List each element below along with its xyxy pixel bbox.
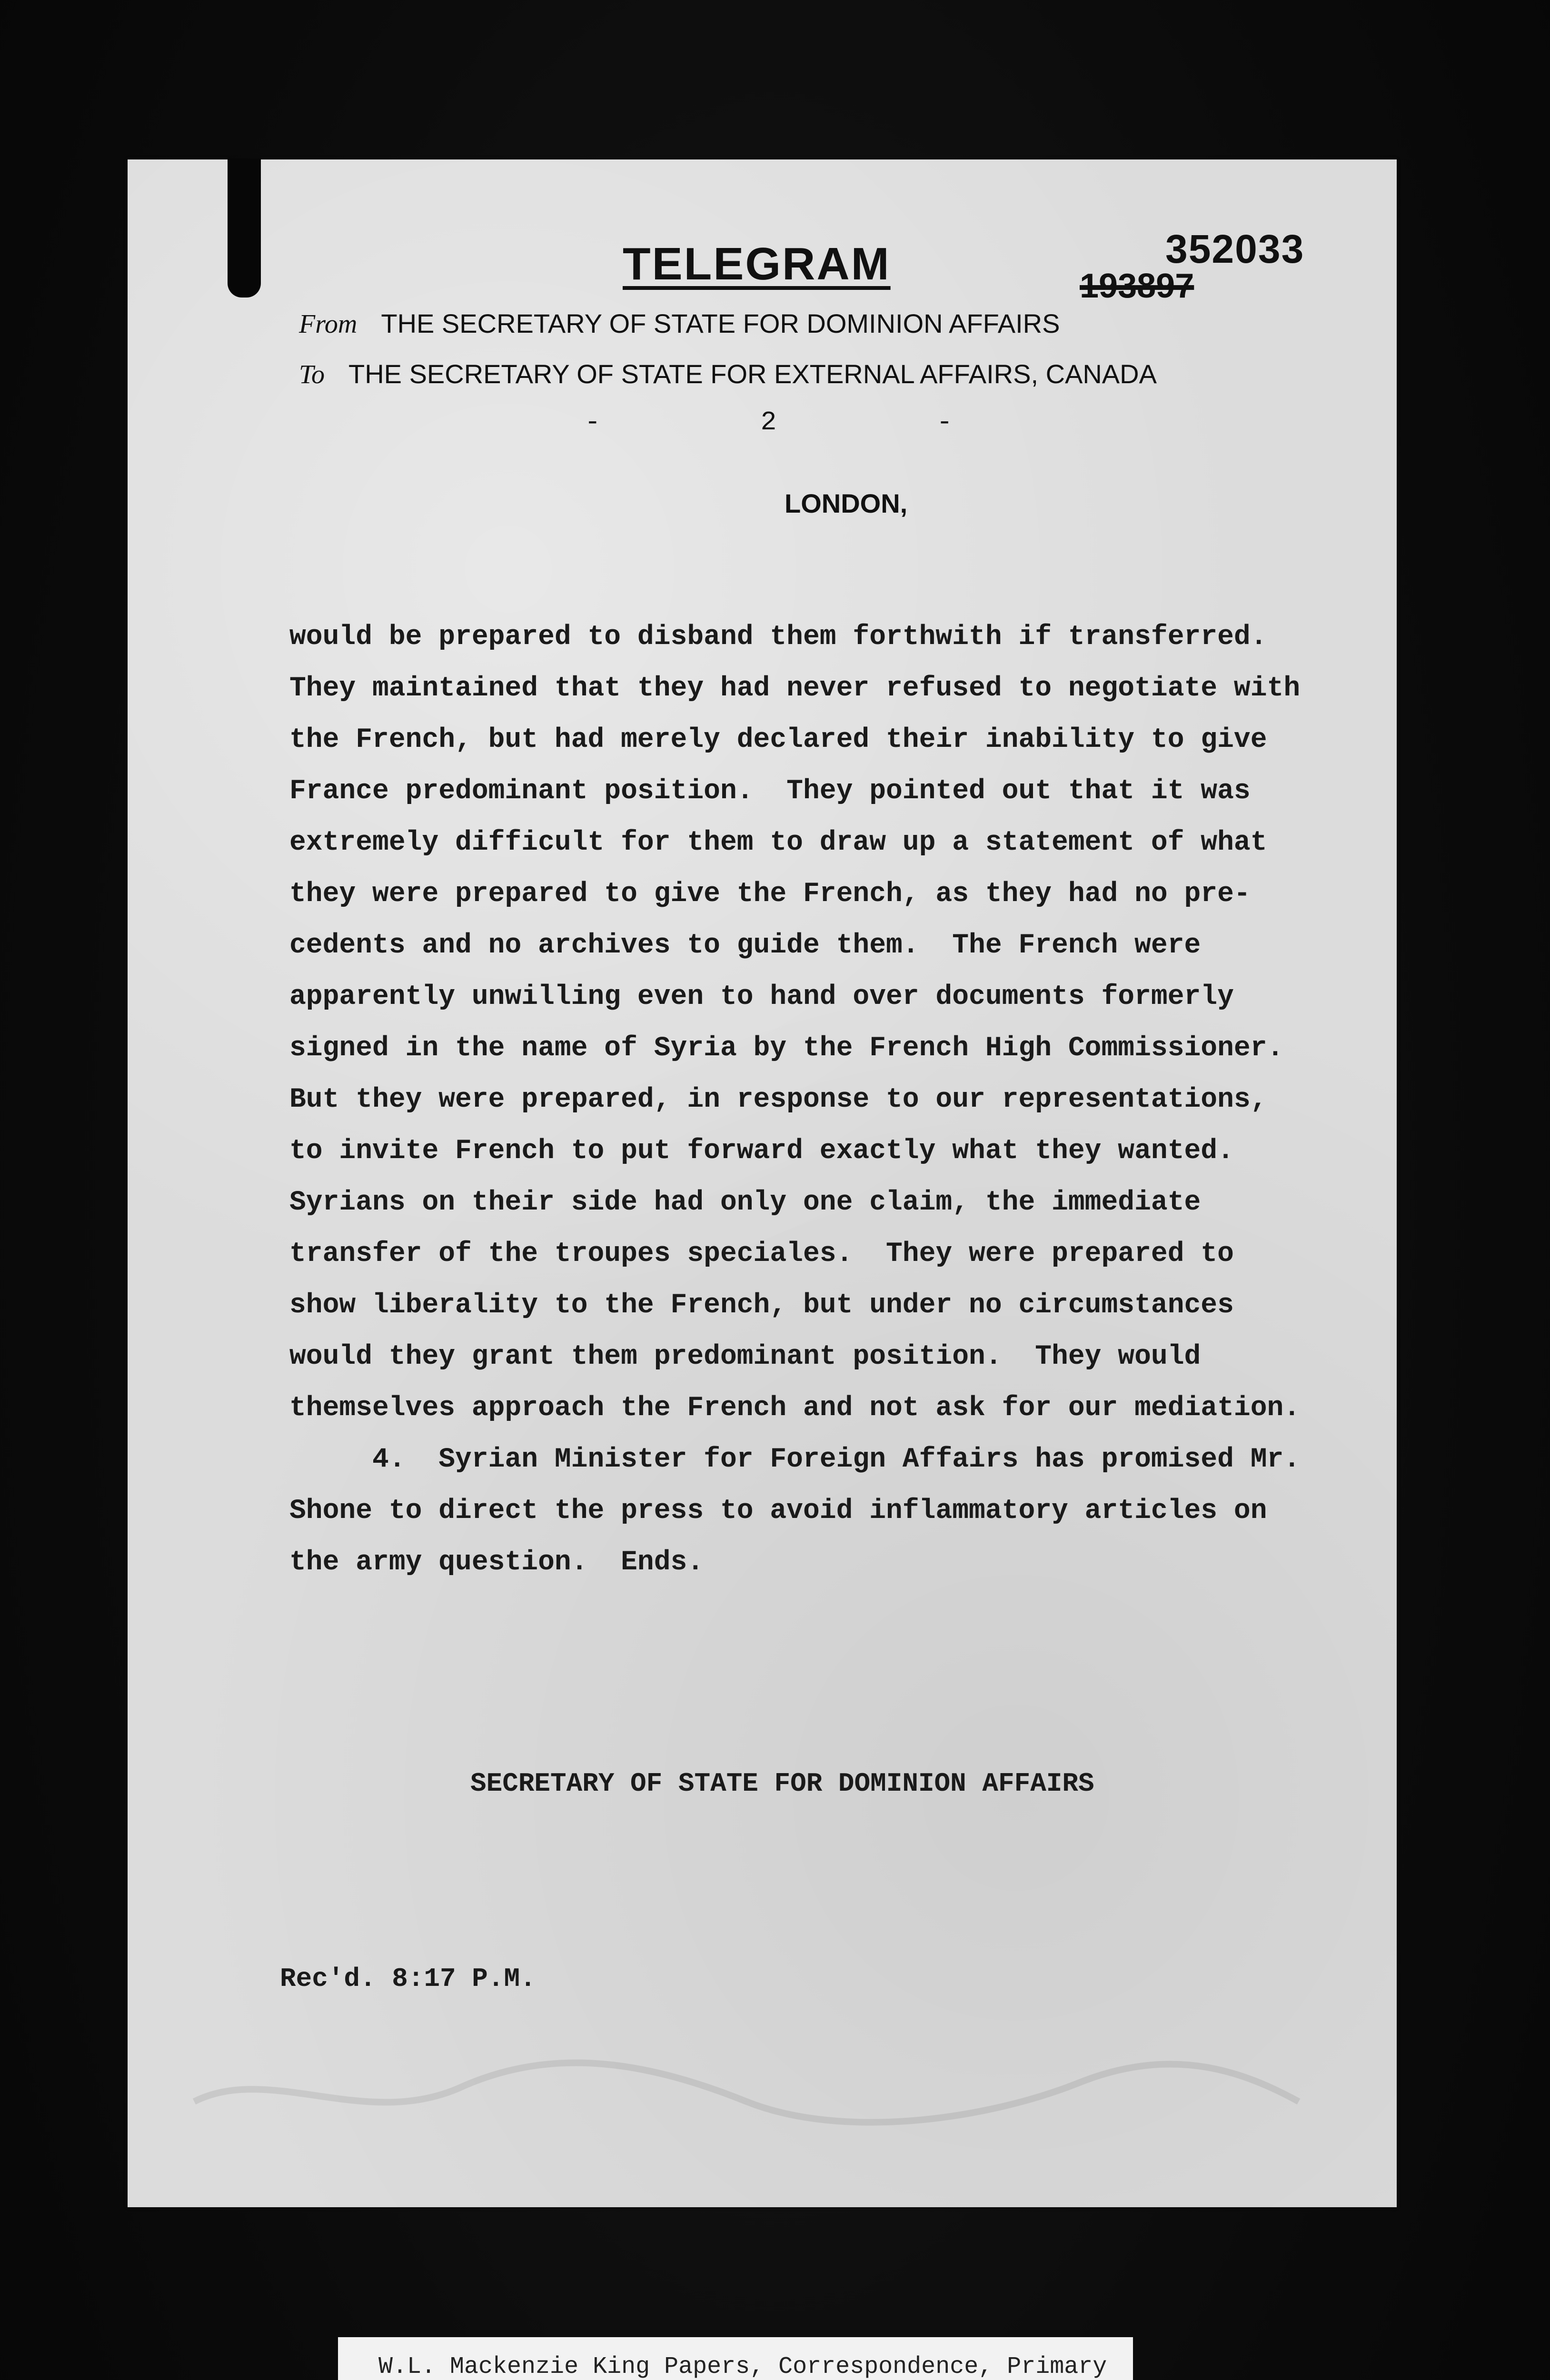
citation-text (378, 2351, 1131, 2380)
body-line: cedents and no archives to guide them. The French were (289, 930, 1201, 961)
struck-reference-number: 193897 (1080, 267, 1194, 305)
body-line: Shone to direct the press to avoid inflammatory articles on (289, 1496, 1267, 1527)
body-line: show liberality to the French, but under no circumstances (289, 1290, 1234, 1321)
body-line: transfer of the troupes speciales. They were prepared to (289, 1239, 1234, 1269)
body-line: They maintained that they had never refused to negotiate with (289, 673, 1301, 704)
body-line: 4. Syrian Minister for Foreign Affairs has promised Mr. (289, 1444, 1301, 1475)
body-line: themselves approach the French and not ask for our mediation. (289, 1393, 1301, 1424)
from-value: THE SECRETARY OF STATE FOR DOMINION AFFAIRS (381, 308, 1060, 338)
body-line: the army question. Ends. (289, 1547, 704, 1578)
received-time: Rec'd. 8:17 P.M. (280, 1964, 536, 1994)
body-line: the French, but had merely declared their inability to give (289, 724, 1267, 755)
body-line: to invite French to put forward exactly what they wanted. (289, 1136, 1234, 1167)
body-line: Syrians on their side had only one claim, the immediate (289, 1187, 1201, 1218)
body-line: would they grant them predominant position. They would (289, 1341, 1201, 1372)
citation-line: W.L. Mackenzie King Papers, Correspondence, Primary (378, 2353, 1107, 2380)
body-line: France predominant position. They pointed out that it was (289, 776, 1251, 807)
telegram-page (128, 159, 1397, 2207)
faint-stamp-watermark (175, 2044, 1318, 2140)
body-line: signed in the name of Syria by the French High Commissioner. (289, 1033, 1284, 1064)
body-line: they were prepared to give the French, as they had no pre- (289, 879, 1251, 910)
body-line: extremely difficult for them to draw up a statement of what (289, 827, 1267, 858)
to-label: To (299, 360, 325, 389)
citation-slip (338, 2337, 1133, 2380)
body-line: would be prepared to disband them forthwith if transferred. (289, 622, 1267, 653)
telegram-heading: TELEGRAM (623, 238, 891, 289)
telegram-body (289, 612, 1441, 1588)
from-label: From (299, 309, 358, 339)
to-value: THE SECRETARY OF STATE FOR EXTERNAL AFFAIRS, CANADA (348, 359, 1157, 389)
binding-hole (228, 159, 261, 298)
place-of-origin: LONDON, (785, 488, 908, 518)
from-line (299, 308, 1060, 339)
reference-number: 352033 (1165, 227, 1305, 271)
signature-line: SECRETARY OF STATE FOR DOMINION AFFAIRS (470, 1768, 1094, 1799)
body-line: apparently unwilling even to hand over documents formerly (289, 982, 1234, 1012)
page-number: - 2 - (585, 407, 953, 437)
body-line: But they were prepared, in response to our representations, (289, 1084, 1267, 1115)
to-line (299, 358, 1157, 390)
